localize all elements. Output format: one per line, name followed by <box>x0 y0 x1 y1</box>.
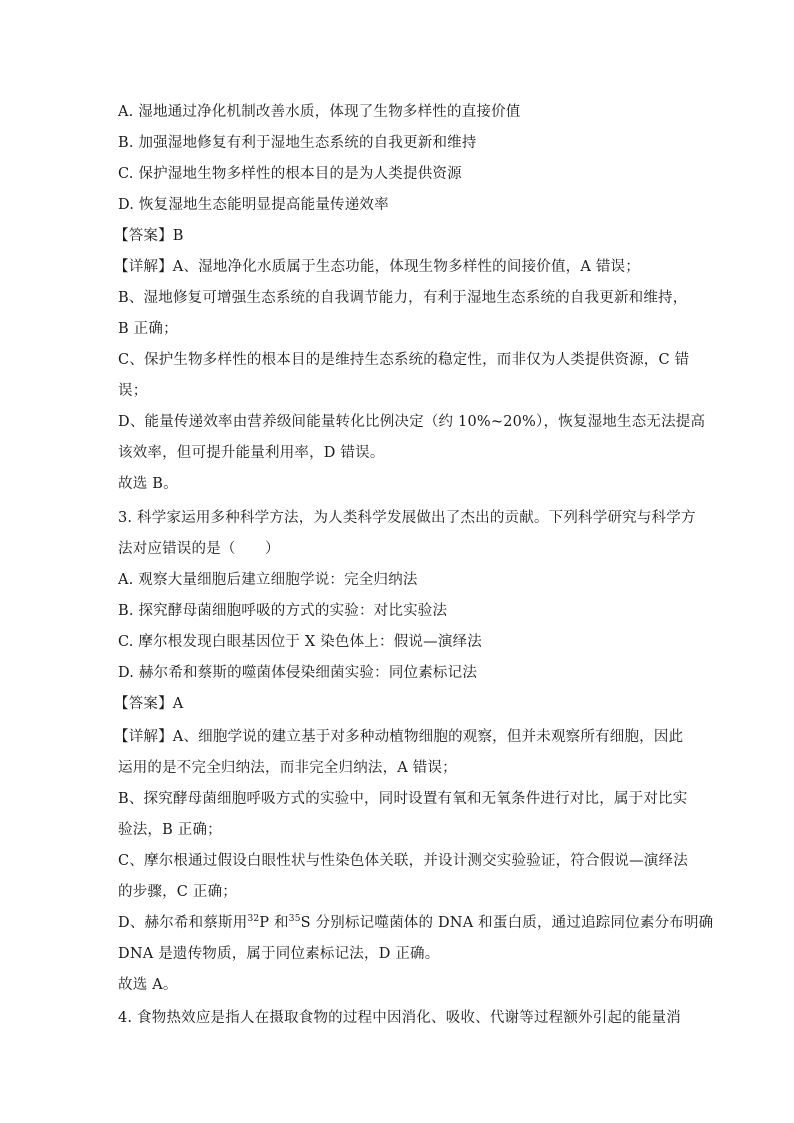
q2-conclusion: 故选 B。 <box>118 476 178 492</box>
q2-explanation-line: 误； <box>118 383 148 399</box>
q2-option-b: B. 加强湿地修复有利于湿地生态系统的自我更新和维持 <box>118 135 477 151</box>
isotope-element-phosphorus: P 和 <box>259 915 289 931</box>
q2-option-c: C. 保护湿地生物多样性的根本目的是为人类提供资源 <box>118 166 462 182</box>
isotope-element-sulfur: S 分别标记噬菌体的 DNA 和蛋白质，通过追踪同位素分布明确 <box>300 915 714 931</box>
q3-option-a: A. 观察大量细胞后建立细胞学说：完全归纳法 <box>118 572 418 588</box>
q3-d-prefix: D、赫尔希和蔡斯用 <box>118 915 248 931</box>
q3-conclusion: 故选 A。 <box>118 977 178 993</box>
q2-option-d: D. 恢复湿地生态能明显提高能量传递效率 <box>118 197 389 213</box>
q3-option-b: B. 探究酵母菌细胞呼吸的方式的实验：对比实验法 <box>118 603 448 619</box>
q3-explanation-line: 验法，B 正确； <box>118 822 222 838</box>
q3-stem-line: 3. 科学家运用多种科学方法，为人类科学发展做出了杰出的贡献。下列科学研究与科学方 <box>118 510 696 526</box>
q3-stem-line: 法对应错误的是（ ） <box>118 541 280 557</box>
q2-explanation-line: D、能量传递效率由营养级间能量转化比例决定（约 10%~20%），恢复湿地生态无法提高 <box>118 414 706 430</box>
q2-explanation-line: 该效率，但可提升能量利用率，D 错误。 <box>118 445 385 461</box>
q2-explanation-line: B、湿地修复可增强生态系统的自我调节能力，有利于湿地生态系统的自我更新和维持， <box>118 290 688 306</box>
q3-explanation-isotope-line <box>118 913 714 933</box>
q3-option-c: C. 摩尔根发现白眼基因位于 X 染色体上：假说—演绎法 <box>118 634 482 650</box>
q3-explanation-line: DNA 是遗传物质，属于同位素标记法，D 正确。 <box>118 946 440 962</box>
isotope-mass-sulfur: 35 <box>288 914 301 925</box>
q2-explanation-line: 【详解】A、湿地净化水质属于生态功能，体现生物多样性的间接价值，A 错误； <box>114 259 640 275</box>
q2-option-a: A. 湿地通过净化机制改善水质，体现了生物多样性的直接价值 <box>118 104 521 120</box>
q3-explanation-line: 【详解】A、细胞学说的建立基于对多种动植物细胞的观察，但并未观察所有细胞，因此 <box>114 729 684 745</box>
q4-stem-line: 4. 食物热效应是指人在摄取食物的过程中因消化、吸收、代谢等过程额外引起的能量消 <box>118 1010 681 1026</box>
q2-explanation-line: B 正确； <box>118 321 178 337</box>
q3-explanation-line: 运用的是不完全归纳法，而非完全归纳法，A 错误； <box>118 760 457 776</box>
q2-answer: 【答案】B <box>114 228 184 244</box>
q3-explanation-line: B、探究酵母菌细胞呼吸方式的实验中，同时设置有氧和无氧条件进行对比，属于对比实 <box>118 791 688 807</box>
q3-explanation-line: 的步骤，C 正确； <box>118 884 238 900</box>
q3-explanation-line: C、摩尔根通过假设白眼性状与性染色体关联，并设计测交实验验证，符合假说—演绎法 <box>118 853 688 869</box>
q3-answer: 【答案】A <box>114 696 184 712</box>
isotope-mass-phosphorus: 32 <box>247 914 260 925</box>
q3-option-d: D. 赫尔希和蔡斯的噬菌体侵染细菌实验：同位素标记法 <box>118 665 478 681</box>
q2-explanation-line: C、保护生物多样性的根本目的是维持生态系统的稳定性，而非仅为人类提供资源，C 错 <box>118 352 690 368</box>
